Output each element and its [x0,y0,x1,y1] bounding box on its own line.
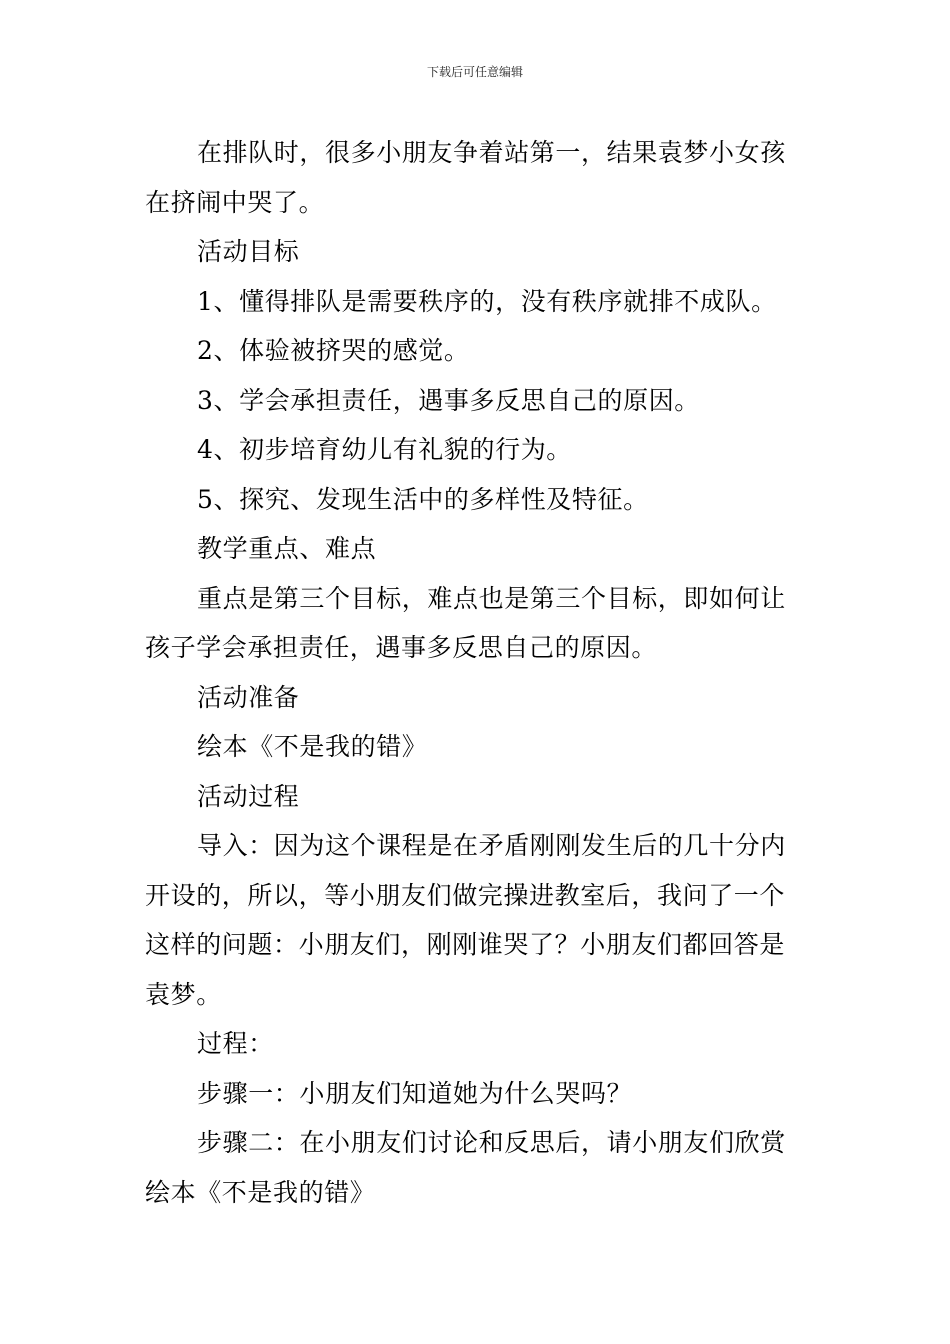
page-header-note: 下载后可任意编辑 [426,65,523,79]
document-body [145,128,810,1217]
step-item-2: 步骤二：在小朋友们讨论和反思后，请小朋友们欣赏绘本《不是我的错》 [145,1128,786,1207]
paragraph-intro: 在排队时，很多小朋友争着站第一，结果袁梦小女孩在挤闹中哭了。 [145,138,786,217]
paragraph-preparation: 绘本《不是我的错》 [197,732,428,761]
heading-process: 活动过程 [197,781,300,811]
paragraph-introduction: 导入：因为这个课程是在矛盾刚刚发生后的几十分内开设的，所以，等小朋友们做完操进教室后，我问了一个这样的问题：小朋友们，刚刚谁哭了？小朋友们都回答是袁梦。 [145,831,786,1009]
step-item-1: 步骤一：小朋友们知道她为什么哭吗？ [197,1078,633,1108]
heading-preparation: 活动准备 [197,682,300,712]
paragraph-key-points: 重点是第三个目标，难点也是第三个目标，即如何让孩子学会承担责任，遇事多反思自己的原因。 [145,583,786,662]
goal-item-3: 3、学会承担责任，遇事多反思自己的原因。 [197,385,700,415]
heading-activity-goals: 活动目标 [197,237,300,266]
goal-item-4: 4、初步培育幼儿有礼貌的行为。 [197,435,572,464]
paragraph-process-label: 过程： [197,1029,274,1058]
goal-item-5: 5、探究、发现生活中的多样性及特征。 [197,484,649,514]
heading-key-points: 教学重点、难点 [197,534,377,563]
goal-item-2: 2、体验被挤哭的感觉。 [197,336,470,365]
goal-item-1: 1、懂得排队是需要秩序的，没有秩序就排不成队。 [197,286,777,316]
